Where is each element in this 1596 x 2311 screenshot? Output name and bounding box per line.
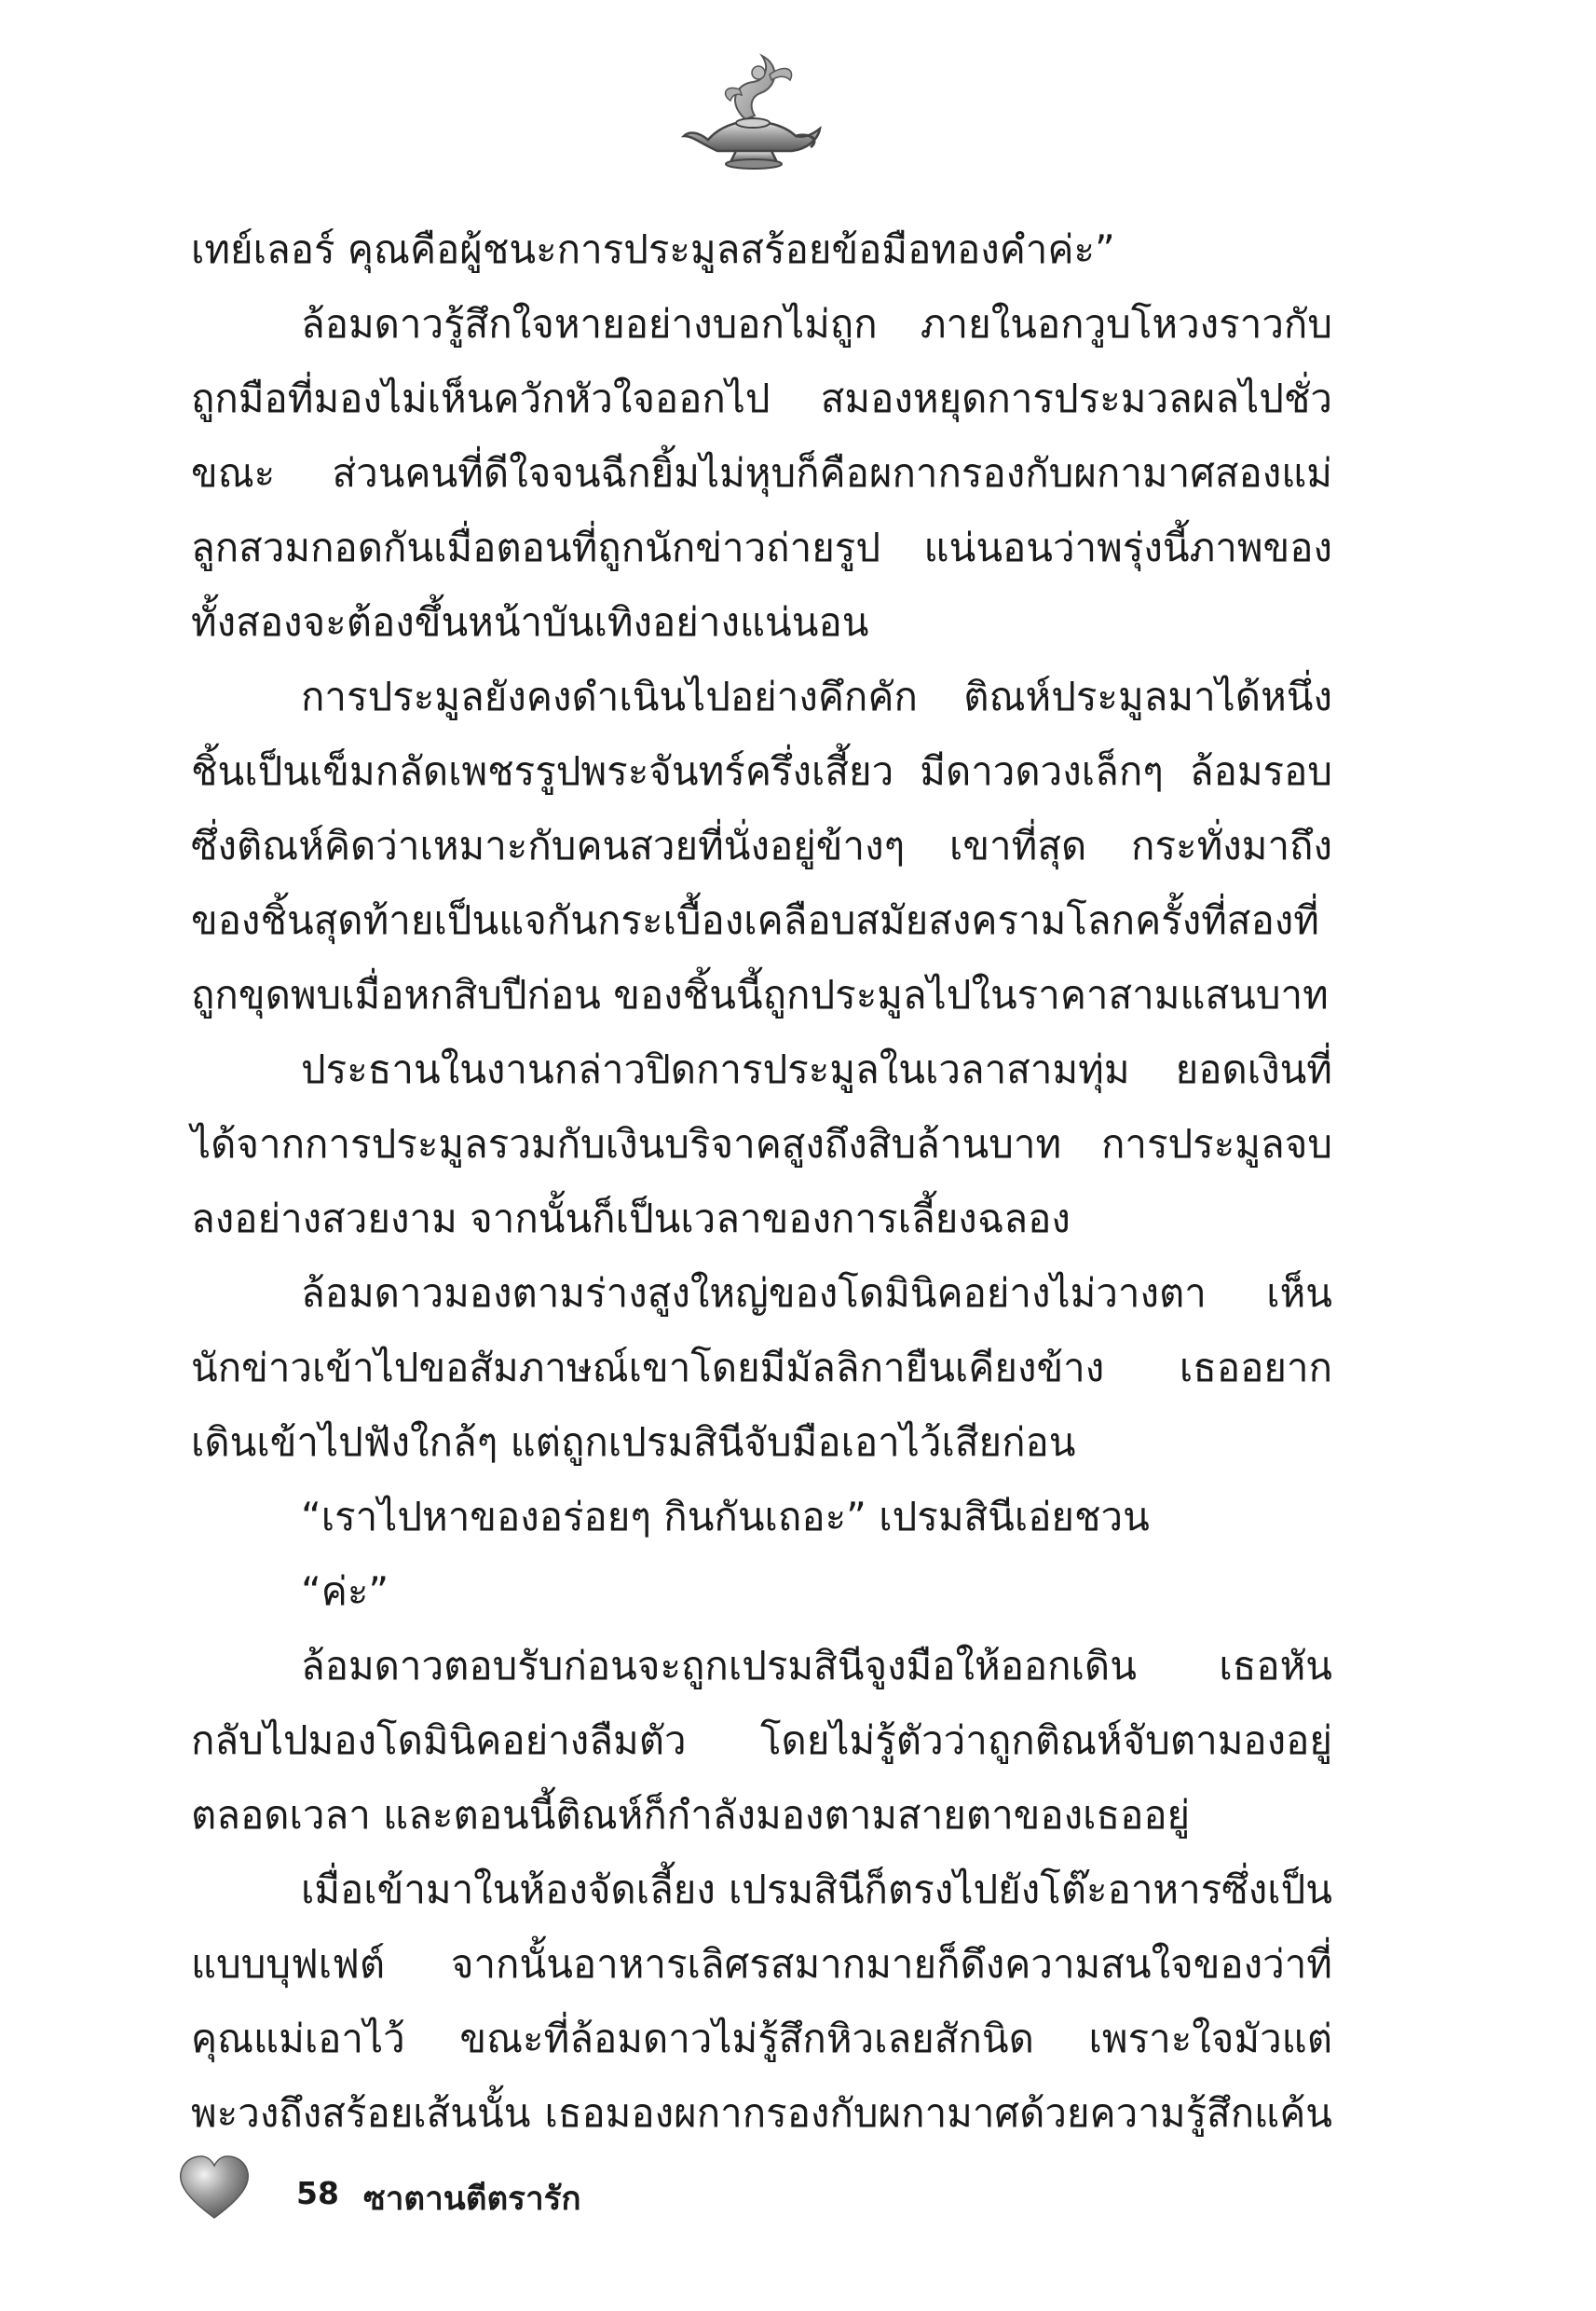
paragraph: ล้อมดาวตอบรับก่อนจะถูกเปรมสินีจูงมือให้ออกเดิน เธอหันกลับไปมองโดมินิคอย่างลืมตัว โดยไม่รู้ตัวว่าถูกติณห์จับตามองอยู่ตลอดเวลา และตอนนี้ติณห์ก็กำลังมองตามสายตาของเธออยู่ [191, 1643, 1332, 1838]
body-text [191, 212, 1332, 2225]
paragraph: การประมูลยังคงดำเนินไปอย่างคึกคัก ติณห์ประมูลมาได้หนึ่งชิ้นเป็นเข็มกลัดเพชรรูปพระจันทร์ครึ่งเสี้ยว มีดาวดวงเล็กๆ ล้อมรอบซึ่งติณห์คิดว่าเหมาะกับคนสวยที่นั่งอยู่ข้างๆ เขาที่สุด กระทั่งมาถึงของชิ้นสุดท้ายเป็นแจกันกระเบื้องเคลือบสมัยสงครามโลกครั้งที่สองที่ถูกขุดพบเมื่อหกสิบปีก่อน ของชิ้นนี้ถูกประมูลไปในราคาสามแสนบาท [191, 674, 1332, 1018]
genie-lamp-icon [680, 47, 829, 177]
heart-icon [177, 2154, 252, 2222]
paragraph: เทย์เลอร์ คุณคือผู้ชนะการประมูลสร้อยข้อมือทองคำค่ะ” [191, 226, 1115, 272]
page-footer [177, 2154, 829, 2229]
page-number: 58 [296, 2175, 339, 2211]
paragraph: เมื่อเข้ามาในห้องจัดเลี้ยง เปรมสินีก็ตรงไปยังโต๊ะอาหารซึ่งเป็นแบบบุฟเฟต์ จากนั้นอาหารเลิศรสมากมายก็ดึงความสนใจของว่าที่คุณแม่เอาไว้ ขณะที่ล้อมดาวไม่รู้สึกหิวเลยสักนิด เพราะใจมัวแต่พะวงถึงสร้อยเส้นนั้น เธอมองผกากรองกับผกามาศด้วยความรู้สึกแค้น [191, 1867, 1332, 2136]
paragraph: “เราไปหาของอร่อยๆ กินกันเถอะ” เปรมสินีเอ่ยชวน [301, 1494, 1150, 1539]
paragraph: “ค่ะ” [301, 1568, 389, 1614]
book-title: ซาตานตีตรารัก [363, 2181, 581, 2218]
paragraph: ล้อมดาวรู้สึกใจหายอย่างบอกไม่ถูก ภายในอกวูบโหวงราวกับถูกมือที่มองไม่เห็นควักหัวใจออกไป สมองหยุดการประมวลผลไปชั่วขณะ ส่วนคนที่ดีใจจนฉีกยิ้มไม่หุบก็คือผกากรองกับผกามาศสองแม่ลูกสวมกอดกันเมื่อตอนที่ถูกนักข่าวถ่ายรูป แน่นอนว่าพรุ่งนี้ภาพของทั้งสองจะต้องขึ้นหน้าบันเทิงอย่างแน่นอน [191, 301, 1332, 645]
paragraph: ล้อมดาวมองตามร่างสูงใหญ่ของโดมินิคอย่างไม่วางตา เห็นนักข่าวเข้าไปขอสัมภาษณ์เขาโดยมีมัลลิกายืนเคียงข้าง เธออยากเดินเข้าไปฟังใกล้ๆ แต่ถูกเปรมสินีจับมือเอาไว้เสียก่อน [191, 1270, 1332, 1465]
paragraph: ประธานในงานกล่าวปิดการประมูลในเวลาสามทุ่ม ยอดเงินที่ได้จากการประมูลรวมกับเงินบริจาคสูงถึงสิบล้านบาท การประมูลจบลงอย่างสวยงาม จากนั้นก็เป็นเวลาของการเลี้ยงฉลอง [191, 1046, 1332, 1241]
